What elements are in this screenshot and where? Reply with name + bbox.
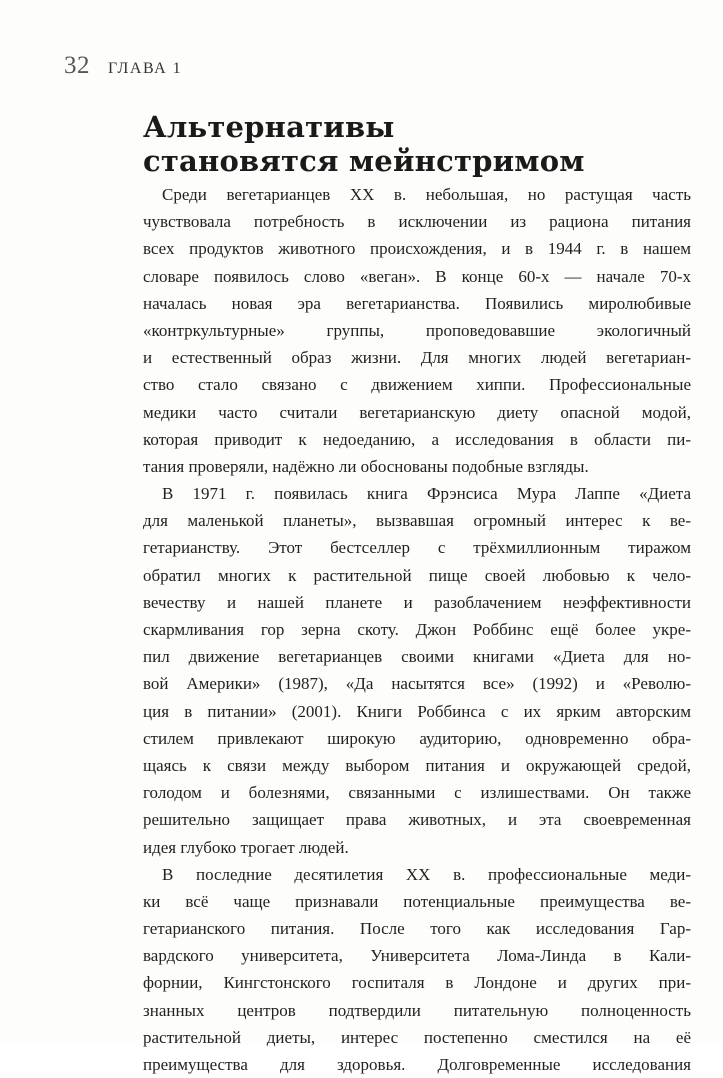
text-line: вардского университета, Университета Лома-Линда в Кали- xyxy=(143,946,691,966)
text-line: обратил многих к растительной пище своей любовью к чело- xyxy=(143,565,691,585)
text-line: скармливания гор зерна скоту. Джон Роббинс ещё более укре- xyxy=(143,620,691,639)
text-line: медики часто считали вегетарианскую диету опасной модой, xyxy=(143,402,691,422)
text-line: чувствовала потребность в исключении из рациона питания xyxy=(143,212,691,232)
text-line: вечеству и нашей планете и разоблачением неэффективности xyxy=(143,592,691,612)
running-header xyxy=(64,52,182,80)
text-line: для маленькой планеты», вызвавшая огромный интерес к ве- xyxy=(143,511,691,531)
text-line: преимущества для здоровья. Долговременные исследования xyxy=(143,1055,691,1074)
text-line: идея глубоко трогает людей. xyxy=(143,837,349,857)
text-line: вой Америки» (1987), «Да насытятся все» (1992) и «Револю- xyxy=(143,674,691,694)
paragraph-1 xyxy=(143,181,691,480)
text-line: началась новая эра вегетарианства. Появились миролюбивые xyxy=(143,293,691,313)
text-line: которая приводит к недоеданию, а исследования в области пи- xyxy=(143,429,691,449)
paragraph-2 xyxy=(143,480,691,861)
text-line: стилем привлекают широкую аудиторию, одновременно обра- xyxy=(143,728,691,748)
section-title-line: Альтернативы xyxy=(143,110,395,144)
section-title xyxy=(143,110,663,178)
text-line: ство стало связано с движением хиппи. Профессиональные xyxy=(143,375,691,395)
text-line: знанных центров подтвердили питательную полноценность xyxy=(143,1000,691,1020)
text-line: щаясь к связи между выбором питания и окружающей средой, xyxy=(143,755,691,775)
text-line: растительной диеты, интерес постепенно сместился на её xyxy=(143,1027,691,1047)
text-line: пил движение вегетарианцев своими книгами «Диета для но- xyxy=(143,647,691,667)
chapter-label: ГЛАВА 1 xyxy=(108,60,183,77)
text-line: всех продуктов животного происхождения, и в 1944 г. в нашем xyxy=(143,239,691,259)
text-line: «контркультурные» группы, проповедовавшие экологичный xyxy=(143,320,691,340)
section-title-line: становятся мейнстримом xyxy=(143,144,585,178)
text-line: и естественный образ жизни. Для многих людей вегетариан- xyxy=(143,348,691,368)
text-line: форнии, Кингстонского госпиталя в Лондоне и других при- xyxy=(143,973,691,993)
text-line: В 1971 г. появилась книга Фрэнсиса Мура Лаппе «Диета xyxy=(162,484,691,504)
paragraph-3 xyxy=(143,861,691,1078)
body-text xyxy=(143,181,691,1078)
text-line: Среди вегетарианцев XX в. небольшая, но растущая часть xyxy=(162,185,691,204)
text-line: тания проверяли, надёжно ли обоснованы подобные взгляды. xyxy=(143,456,589,476)
text-line: В последние десятилетия XX в. профессиональные меди- xyxy=(162,864,691,884)
text-line: ки всё чаще признавали потенциальные преимущества ве- xyxy=(143,891,691,911)
text-line: гетарианского питания. После того как исследования Гар- xyxy=(143,919,691,939)
text-line: словаре появилось слово «веган». В конце 60-х — начале 70-х xyxy=(143,266,691,286)
text-line: гетарианству. Этот бестселлер с трёхмиллионным тиражом xyxy=(143,538,691,558)
text-line: решительно защищает права животных, и эта своевременная xyxy=(143,810,691,830)
text-line: ция в питании» (2001). Книги Роббинса с их ярким авторским xyxy=(143,701,691,721)
text-line: голодом и болезнями, связанными с излишествами. Он также xyxy=(143,783,691,803)
page-number: 32 xyxy=(64,52,90,79)
